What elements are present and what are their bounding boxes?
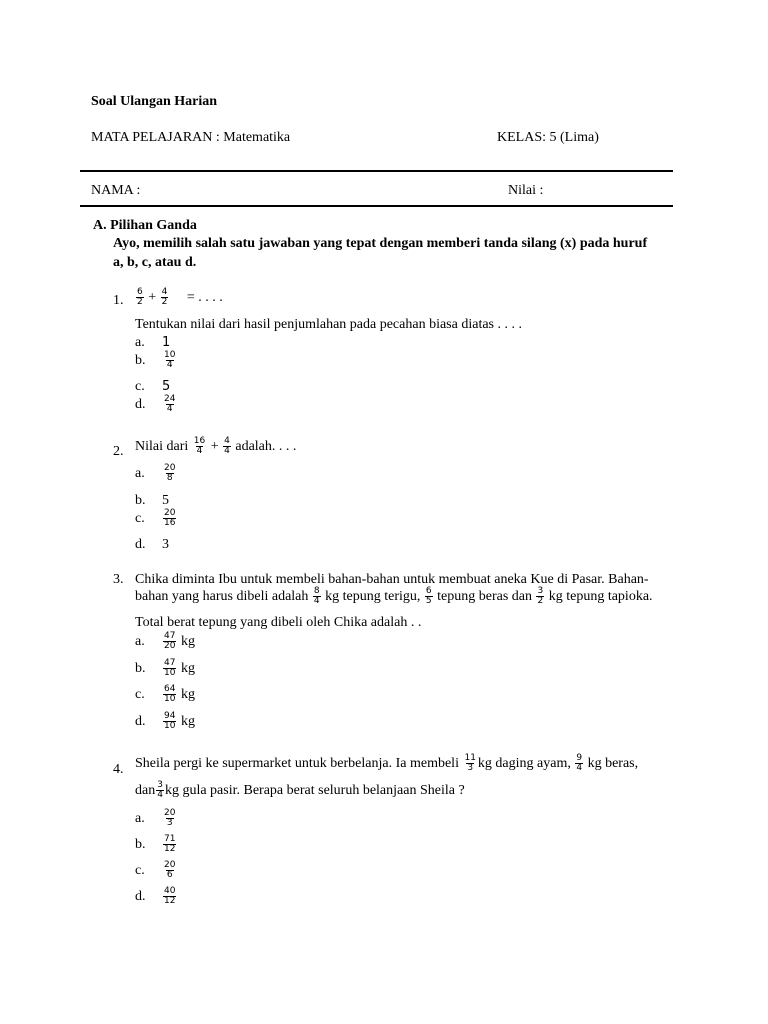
fraction: $\frac{16}{4}$ [193,436,206,457]
question-3-line3: Total berat tepung yang dibeli oleh Chika adalah . . [135,615,422,630]
fraction: $\frac{20}{6}$ [164,860,176,881]
header-rule-top [80,170,673,172]
option-a[interactable]: a. $\frac{20}{3}$ [135,808,176,829]
option-b[interactable]: b. 5 [135,493,169,508]
question-1-subtext: Tentukan nilai dari hasil penjumlahan pada pecahan biasa diatas . . . . [135,317,522,332]
fraction: $\frac{47}{10}$ [164,658,176,679]
plus-sign: + [148,290,157,306]
fraction: $\frac{10}{4}$ [164,350,176,371]
option-d[interactable]: d. 3 [135,537,169,552]
fraction: $\frac{6}{2}$ [137,287,143,308]
fraction: $\frac{20}{8}$ [164,463,176,484]
option-b[interactable]: b. $\frac{47}{10}$ kg [135,658,195,679]
section-instruction-line2: a, b, c, atau d. [113,255,197,270]
fraction: $\frac{11}{3}$ [464,753,476,774]
fraction: $\frac{20}{3}$ [164,808,176,829]
question-4-line2: dan $\frac{3}{4}$ kg gula pasir. Berapa berat seluruh belanjaan Sheila ? [135,780,465,801]
header-rule-bottom [80,205,673,207]
fraction: $\frac{24}{4}$ [164,394,176,415]
option-b[interactable]: b. $\frac{10}{4}$ [135,350,176,371]
question-1-expression [135,288,223,308]
question-number: 2. [113,444,124,459]
option-b[interactable]: b. $\frac{71}{12}$ [135,834,176,855]
name-label: NAMA : [91,183,141,198]
score-label: Nilai : [508,183,544,198]
option-a[interactable]: a. $\frac{20}{8}$ [135,463,176,484]
fraction: $\frac{4}{2}$ [161,287,168,308]
fraction: $\frac{6}{5}$ [425,586,432,607]
question-number: 4. [113,762,124,777]
option-d[interactable]: d. $\frac{24}{4}$ [135,394,176,415]
option-c[interactable]: c. 5 [135,379,171,394]
option-c[interactable]: c. $\frac{64}{10}$ kg [135,684,195,705]
fraction: $\frac{40}{12}$ [164,886,176,907]
option-d[interactable]: d. $\frac{40}{12}$ [135,886,176,907]
option-a[interactable]: a. $\frac{47}{20}$ kg [135,631,195,652]
document-title: Soal Ulangan Harian [91,94,218,109]
option-d[interactable]: d. $\frac{94}{10}$ kg [135,711,195,732]
question-number: 1. [113,293,124,308]
question-3-line2: bahan yang harus dibeli adalah $\frac{8}{4}$ kg tepung terigu, $\frac{6}{5}$ tepung beras dan $\frac{3}{2}$ kg tepung tapioka. [135,586,653,607]
fraction: $\frac{20}{16}$ [164,508,176,529]
fraction: $\frac{71}{12}$ [164,834,176,855]
question-number: 3. [113,572,124,587]
class-label: KELAS: 5 (Lima) [497,130,599,145]
fraction: $\frac{3}{4}$ [157,780,163,801]
fraction: $\frac{9}{4}$ [576,753,583,774]
fraction: $\frac{3}{2}$ [537,586,544,607]
plus-sign: + [210,439,219,455]
fraction: $\frac{47}{20}$ [164,631,176,652]
fraction: $\frac{64}{10}$ [164,684,176,705]
section-title: A. Pilihan Ganda [93,218,197,233]
subject-label: MATA PELAJARAN : Matematika [91,130,291,145]
fraction: $\frac{8}{4}$ [313,586,320,607]
equals-dots: = . . . . [186,290,223,306]
fraction: $\frac{94}{10}$ [164,711,176,732]
section-instruction-line1: Ayo, memilih salah satu jawaban yang tepat dengan memberi tanda silang (x) pada huruf [113,236,648,251]
fraction: $\frac{4}{4}$ [224,436,230,457]
question-3-line1: Chika diminta Ibu untuk membeli bahan-bahan untuk membuat aneka Kue di Pasar. Bahan- [135,572,649,587]
option-a[interactable]: a. 1 [135,335,171,350]
option-c[interactable]: c. $\frac{20}{6}$ [135,860,176,881]
option-c[interactable]: c. $\frac{20}{16}$ [135,508,176,529]
question-2-text: Nilai dari $\frac{16}{4}$ + $\frac{4}{4}$ adalah. . . . [135,436,297,457]
question-4-line1: Sheila pergi ke supermarket untuk berbelanja. Ia membeli $\frac{11}{3}$ kg daging ayam, $\frac{9}{4}$ kg beras, [135,753,639,774]
